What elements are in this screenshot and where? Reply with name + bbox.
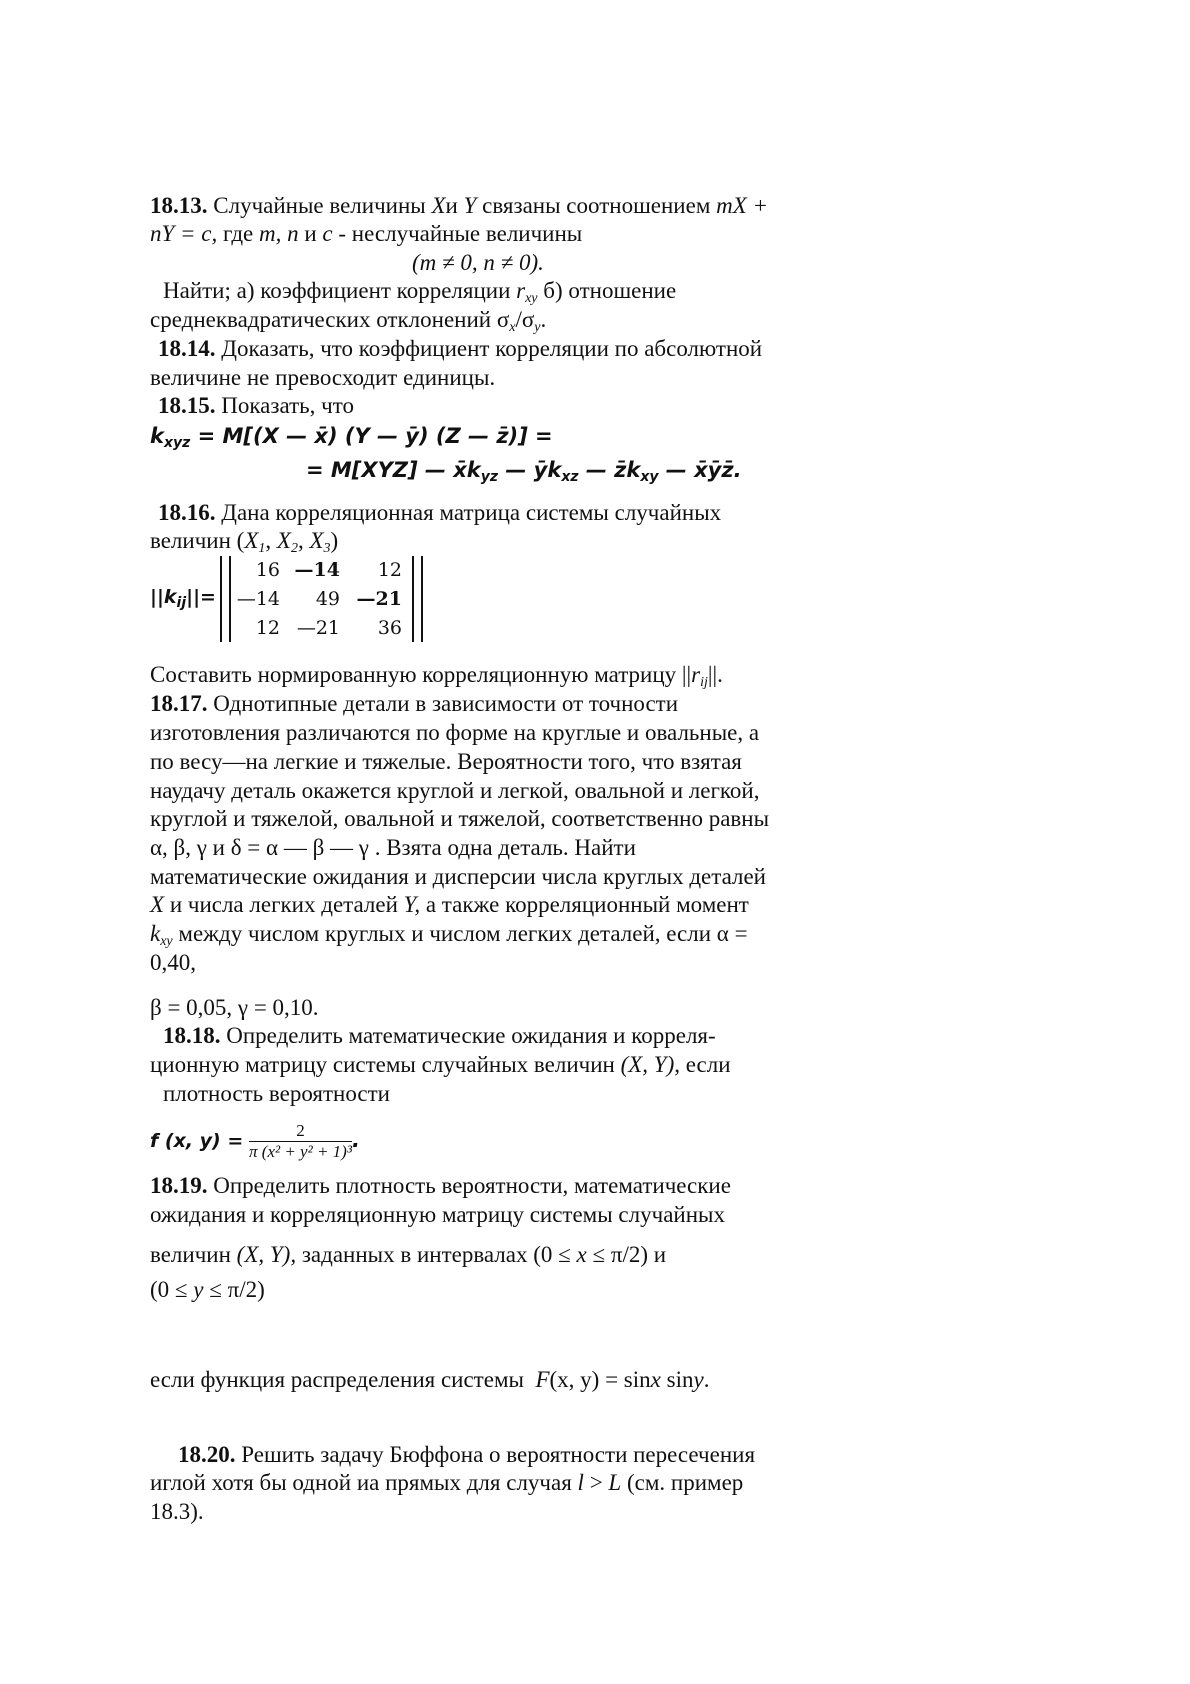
matrix-cell: 12	[255, 617, 280, 639]
matrix-right-bar	[412, 556, 423, 642]
problem-18-17-line-3: по весу—на легкие и тяжелые. Вероятности того, что взятая	[150, 749, 742, 774]
problem-18-19-line-3: величин (X, Y), заданных в интервалах (0 ≤ x ≤ π/2) и	[150, 1242, 667, 1267]
problem-number: 18.14.	[158, 336, 216, 361]
problem-18-17-line-4: наудачу деталь окажется круглой и легкой, овальной и легкой,	[150, 778, 760, 803]
problem-18-17-line-9: $k_{xy}$ между числом круглых и числом легких деталей, если α =	[150, 921, 748, 949]
matrix-cell: —14	[294, 559, 340, 581]
problem-number: 18.16.	[158, 500, 216, 525]
problem-18-17-line-8: X и числа легких деталей Y, а также корреляционный момент	[150, 892, 749, 917]
problem-18-18-line-3: плотность вероятности	[163, 1081, 390, 1106]
matrix-cell: —21	[296, 617, 340, 639]
problem-18-13-line-5: среднеквадратических отклонений $\sigma_x/\sigma_y$.	[150, 307, 547, 335]
problem-18-13-line-2: nY = c, где m, n и c - неслучайные величины	[150, 221, 583, 246]
matrix-label: $||k_{ij}||=$	[150, 586, 216, 611]
problem-18-14-line-2: величине не превосходит единицы.	[150, 365, 496, 390]
problem-18-19-line-4: (0 ≤ y ≤ π/2)	[150, 1277, 265, 1302]
formula-18-15-line-1: $k_{xyz} = M[(X$ — x̄) (Y — ȳ) (Z — z̄)] =	[150, 424, 553, 451]
fraction: $\frac{2}{\text{π (x² + y² + 1)³}}$	[249, 1121, 352, 1162]
problem-18-20-line-1: 18.20. Решить задачу Бюффона о вероятности пересечения	[178, 1442, 756, 1467]
matrix-cell: 12	[377, 559, 402, 581]
correlation-matrix	[150, 556, 450, 646]
matrix-cell: 36	[377, 617, 402, 639]
problem-18-20-line-2: иглой хотя бы одной иа прямых для случая l > L (см. пример	[150, 1470, 744, 1495]
problem-number: 18.19.	[150, 1173, 208, 1198]
problem-18-13-line-4: Найти; а) коэффициент корреляции $r_{xy}$ б) отношение	[163, 278, 677, 306]
problem-18-18-line-2: ционную матрицу системы случайных величин (X, Y), если	[150, 1052, 731, 1077]
problem-number: 18.13.	[150, 193, 208, 218]
problem-18-17-line-11: β = 0,05, γ = 0,10.	[150, 995, 319, 1020]
problem-18-17-line-6: α, β, γ и δ = α — β — γ . Взята одна деталь. Найти	[150, 835, 636, 860]
matrix-cell: —14	[236, 588, 280, 610]
problem-18-16-line-2: величин ($X_1$, $X_2$, $X_3$)	[150, 528, 339, 556]
problem-18-20-line-3: 18.3).	[150, 1499, 204, 1524]
problem-18-17-line-1: 18.17. Однотипные детали в зависимости от точности	[150, 691, 679, 716]
problem-18-16-line-3: Составить нормированную корреляционную матрицу $||r_{ij}||$.	[150, 662, 723, 690]
problem-number: 18.17.	[150, 691, 208, 716]
problem-number: 18.18.	[163, 1023, 221, 1048]
problem-18-17-line-10: 0,40,	[150, 950, 196, 975]
problem-18-18-line-1: 18.18. Определить математические ожидания и корреля-	[163, 1023, 716, 1048]
problem-18-14-line-1: 18.14. Доказать, что коэффициент корреляции по абсолютной	[158, 336, 763, 361]
formula-18-15-line-2: = M[XYZ] — $x̄k_{yz}$ — $ȳk_{xz}$ — $z̄k_{xy}$ — x̄ȳz̄.	[306, 458, 742, 485]
problem-18-17-line-5: круглой и тяжелой, овальной и тяжелой, соответственно равны	[150, 806, 770, 831]
problem-18-13-condition: (m ≠ 0, n ≠ 0).	[412, 250, 544, 275]
problem-18-13-line-1: 18.13. Случайные величины Xи Y связаны соотношением mX +	[150, 193, 769, 218]
problem-number: 18.20.	[178, 1442, 236, 1467]
problem-18-19-line-2: ожидания и корреляционную матрицу системы случайных	[150, 1202, 725, 1227]
matrix-cell: —21	[356, 588, 402, 610]
matrix-cell: 16	[255, 559, 280, 581]
problem-18-16-line-1: 18.16. Дана корреляционная матрица системы случайных	[158, 500, 722, 525]
problem-number: 18.15.	[158, 393, 216, 418]
problem-18-15-line-1: 18.15. Показать, что	[158, 393, 354, 418]
problem-18-19-line-5: если функция распределения системы F(x, y) = sinx siny.	[150, 1367, 710, 1392]
problem-18-17-line-2: изготовления различаются по форме на круглые и овальные, а	[150, 720, 760, 745]
problem-18-17-line-7: математические ожидания и дисперсии числа круглых деталей	[150, 864, 766, 889]
formula-18-18: f (x, y) = $\frac{2}{\text{π (x² + y² + 1)³}}$ .	[150, 1121, 360, 1162]
problem-18-19-line-1: 18.19. Определить плотность вероятности, математические	[150, 1173, 731, 1198]
matrix-cell: 49	[315, 588, 340, 610]
